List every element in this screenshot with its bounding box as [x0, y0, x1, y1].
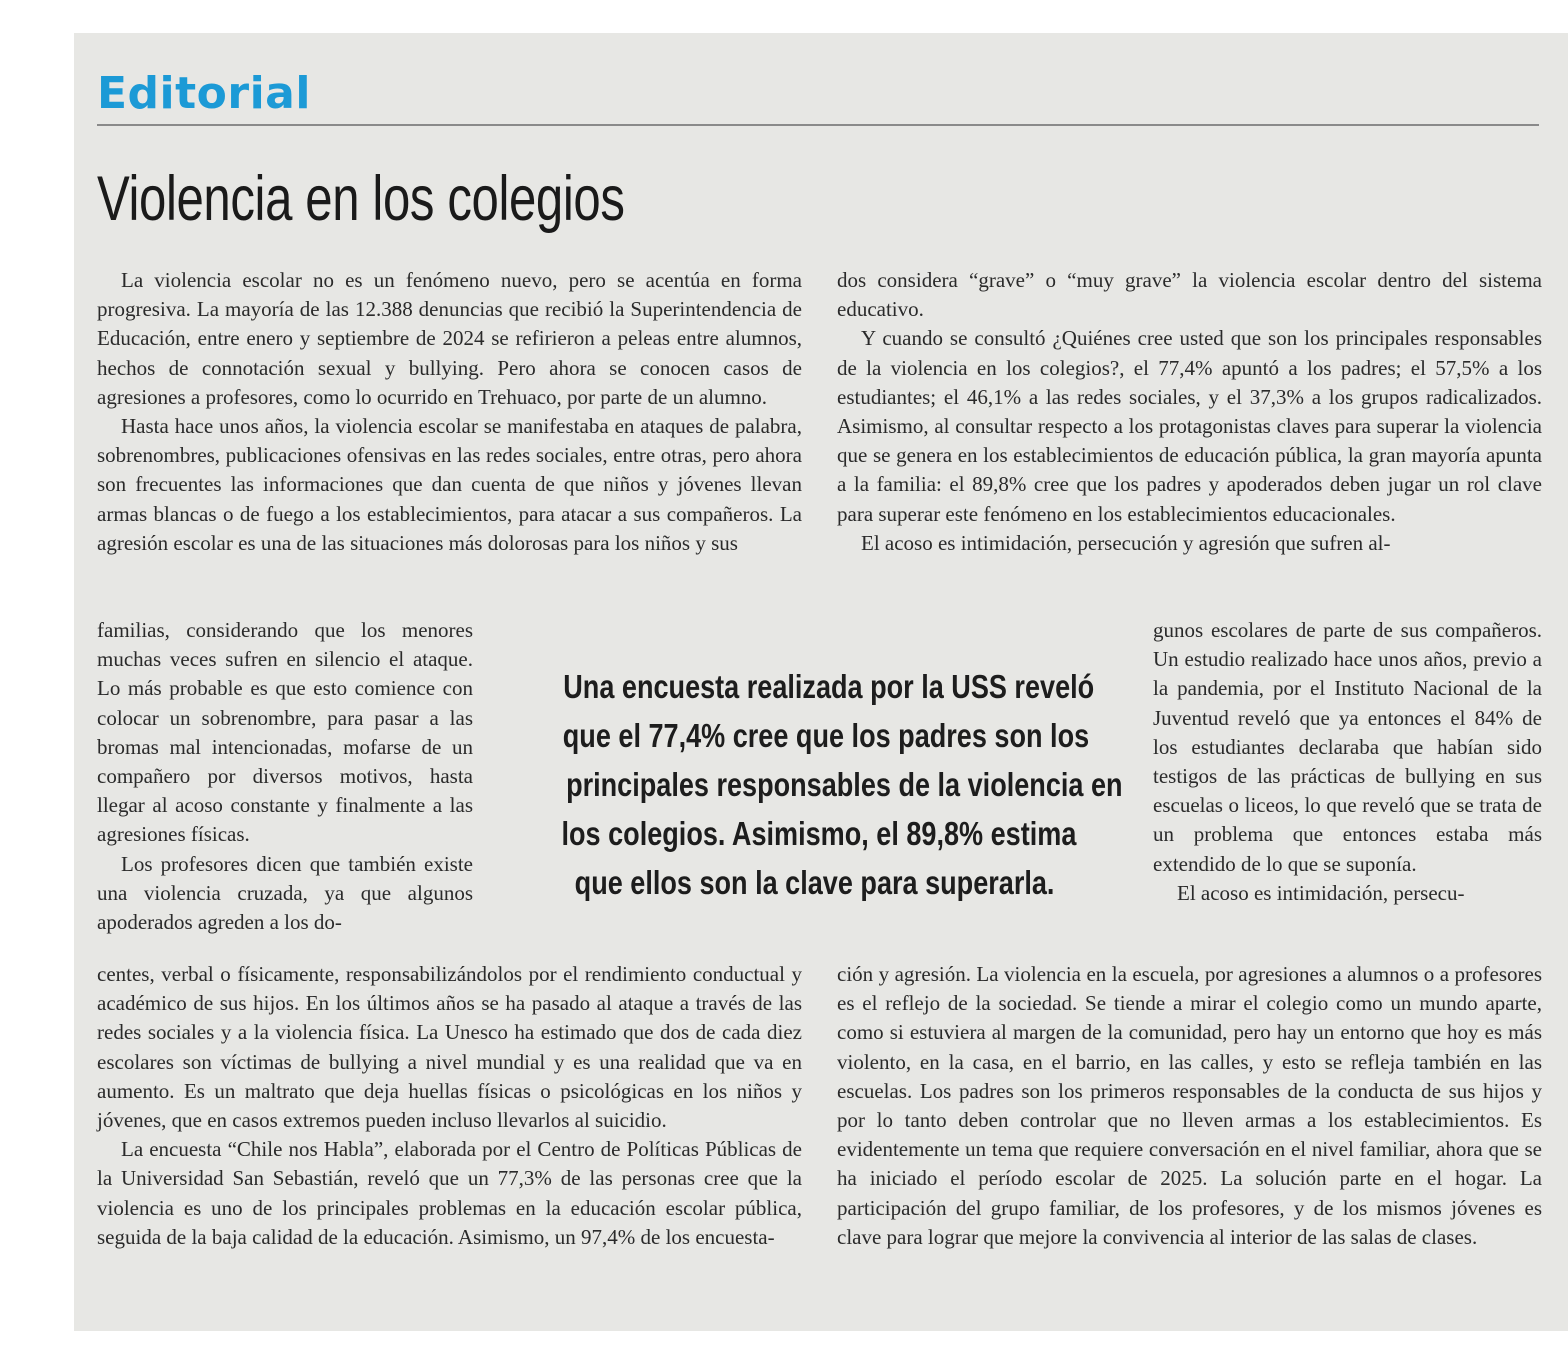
paragraph: Y cuando se consultó ¿Quiénes cree usted que son los principales responsables de la violencia en los colegios?, el 77,4% apuntó a los padres; el 57,5% a los estudiantes; el 46,1% a las redes sociales, y el 37,3% a los grupos radicalizados. Asimismo, al consultar respecto a los protagonistas claves para superar la violencia que se genera en los establecimientos de educación pública, la gran mayoría apunta a la familia: el 89,8% cree que los padres y apoderados deben jugar un rol clave para superar este fenómeno en los establecimientos educacionales.	[837, 326, 1542, 526]
pull-quote-line: los colegios. Asimismo, el 89,8% estima	[561, 815, 1077, 852]
column-1-top	[97, 266, 802, 558]
column-2-top	[837, 266, 1542, 558]
column-2-middle	[1153, 616, 1542, 908]
paragraph: El acoso es intimidación, persecución y agresión que sufren al-	[861, 530, 1391, 555]
paragraph: La violencia escolar no es un fenómeno nuevo, pero se acentúa en forma progresiva. La mayoría de las 12.388 denuncias que recibió la Superintendencia de Educación, entre enero y septiembre de 2024 se refirieron a peleas entre alumnos, hechos de connotación sexual y bullying. Pero ahora se conocen casos de agresiones a profesores, como lo ocurrido en Trehuaco, por parte de un alumno.	[97, 268, 802, 409]
section-label: Editorial	[97, 68, 311, 119]
pull-quote	[505, 662, 1125, 907]
paragraph: familias, considerando que los menores muchas veces sufren en silencio el ataque. Lo más probable es que esto comience con colocar un sobrenombre, para pasar a las bromas mal intencionadas, mofarse de un compañero por diversos motivos, hasta llegar al acoso constante y finalmente a las agresiones físicas.	[97, 618, 473, 847]
pull-quote-line: Una encuesta realizada por la USS reveló	[563, 668, 1095, 705]
pull-quote-line: principales responsables de la violencia en	[566, 766, 1123, 803]
paragraph: ción y agresión. La violencia en la escuela, por agresiones a alumnos o a profesores es el reflejo de la sociedad. Se tiende a mirar el colegio como un mundo aparte, como si estuviera al margen de la comunidad, pero hay un entorno que hoy es más violento, en la casa, en el barrio, en las calles, y esto se refleja también en las escuelas. Los padres son los primeros responsables de la conducta de sus hijos y por lo tanto deben controlar que no lleven armas a los establecimientos. Es evidentemente un tema que requiere conversación en el nivel familiar, ahora que se ha iniciado el período escolar de 2025. La solución parte en el hogar. La participación del grupo familiar, de los profesores, y de los mismos jóvenes es clave para lograr que mejore la convivencia al interior de las salas de clases.	[837, 962, 1542, 1249]
paragraph: dos considera “grave” o “muy grave” la violencia escolar dentro del sistema educativo.	[837, 268, 1542, 322]
section-rule	[97, 124, 1539, 126]
pull-quote-line: que ellos son la clave para superarla.	[575, 864, 1055, 901]
column-1-bottom	[97, 960, 802, 1252]
paragraph: gunos escolares de parte de sus compañeros. Un estudio realizado hace unos años, previo a la pandemia, por el Instituto Nacional de la Juventud reveló que ya entonces el 84% de los estudiantes declaraba que habían sido testigos de las prácticas de bullying en sus escuelas o liceos, lo que reveló que se trata de un problema que entonces estaba más extendido de lo que se suponía.	[1153, 618, 1542, 876]
headline: Violencia en los colegios	[97, 164, 625, 234]
column-2-bottom	[837, 960, 1542, 1252]
paragraph: Los profesores dicen que también existe una violencia cruzada, ya que algunos apoderados agreden a los do-	[97, 851, 473, 935]
paragraph: La encuesta “Chile nos Habla”, elaborada por el Centro de Políticas Públicas de la Universidad San Sebastián, reveló que un 77,3% de las personas cree que la violencia es uno de los principales problemas en la educación escolar pública, seguida de la baja calidad de la educación. Asimismo, un 97,4% de los encuesta-	[97, 1137, 802, 1249]
paragraph: El acoso es intimidación, persecu-	[1177, 880, 1465, 905]
column-1-middle	[97, 616, 473, 937]
paragraph: Hasta hace unos años, la violencia escolar se manifestaba en ataques de palabra, sobrenombres, publicaciones ofensivas en las redes sociales, entre otras, pero ahora son frecuentes las informaciones que dan cuenta de que niños y jóvenes llevan armas blancas o de fuego a los establecimientos, para atacar a sus compañeros. La agresión escolar es una de las situaciones más dolorosas para los niños y sus	[97, 414, 802, 555]
paragraph: centes, verbal o físicamente, responsabilizándolos por el rendimiento conductual y académico de sus hijos. En los últimos años se ha pasado al ataque a través de las redes sociales y a la violencia física. La Unesco ha estimado que dos de cada diez escolares son víctimas de bullying a nivel mundial y es una realidad que va en aumento. Es un maltrato que deja huellas físicas o psicológicas en los niños y jóvenes, que en casos extremos pueden incluso llevarlos al suicidio.	[97, 962, 802, 1133]
pull-quote-line: que el 77,4% cree que los padres son los	[562, 717, 1090, 754]
